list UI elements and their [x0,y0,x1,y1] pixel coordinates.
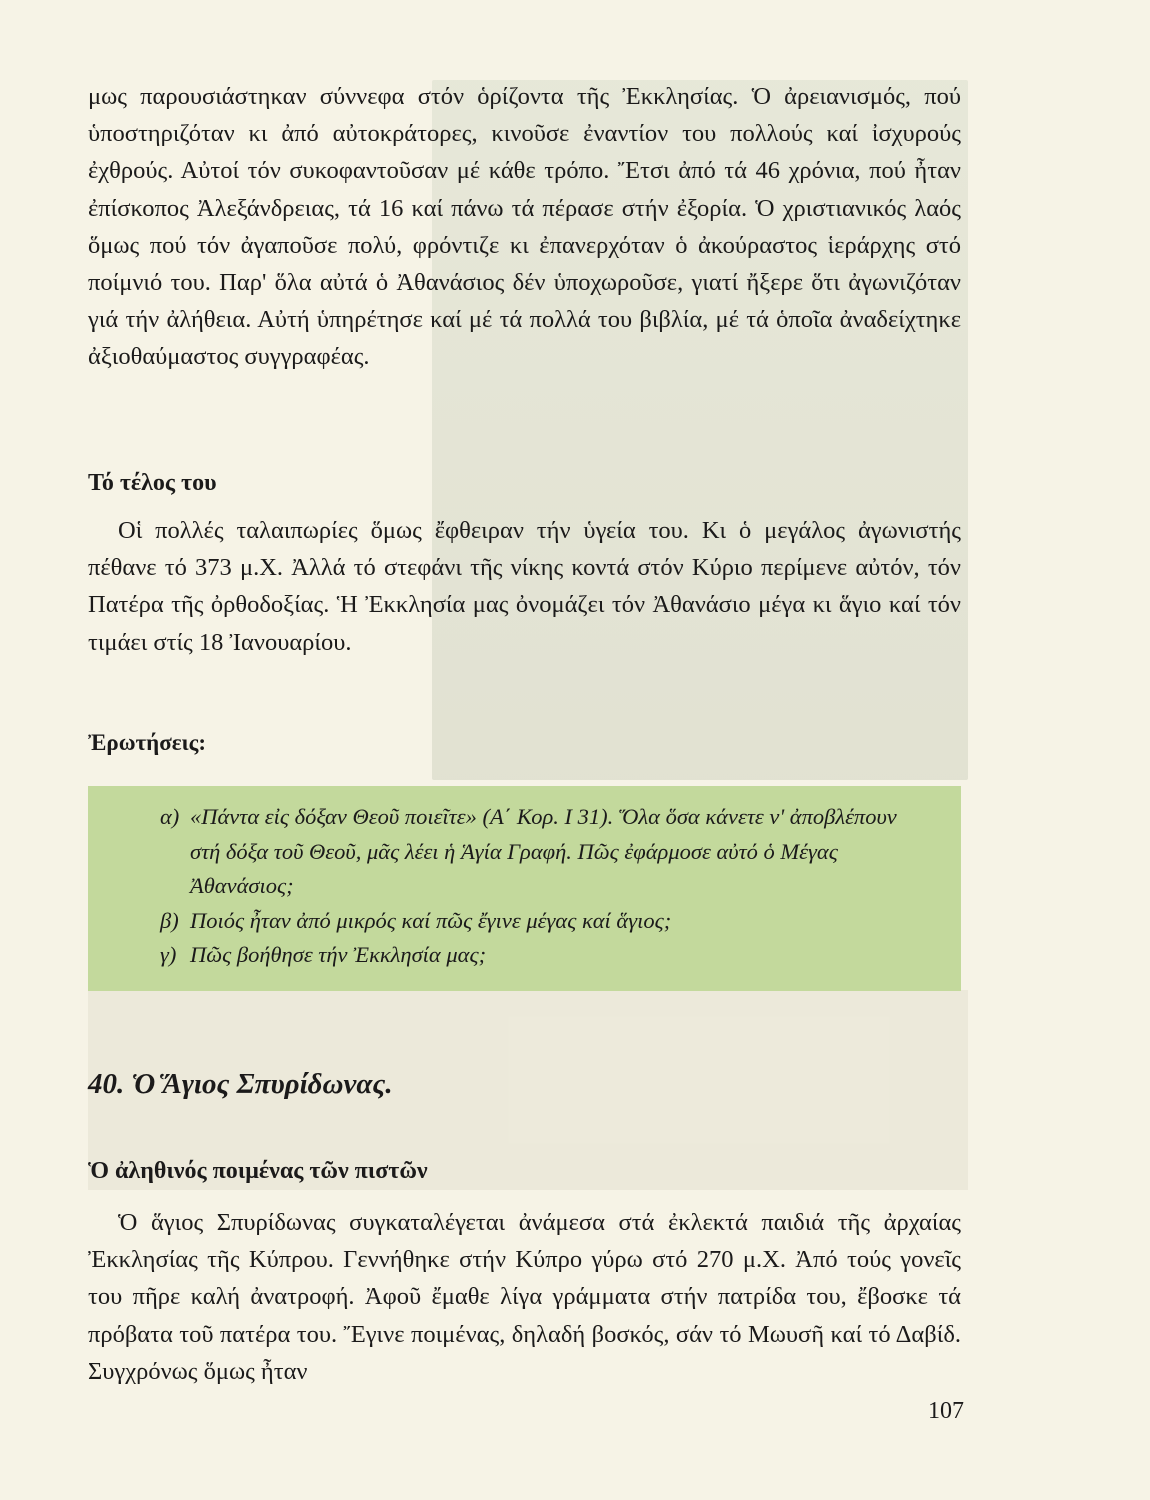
intro-paragraph: μως παρουσιάστηκαν σύννεφα στόν ὁρίζοντα τῆς Ἐκκλησίας. Ὁ ἀρειανισμός, πού ὑποστηριζόταν κι ἀπό αὐτοκράτορες, κινοῦσε ἐναντίον του πολλούς καί ἰσχυρούς ἐχθρούς. Αὐτοί τόν συκοφαντοῦσαν μέ κάθε τρόπο. Ἔτσι ἀπό τά 46 χρόνια, πού ἦταν ἐπίσκοπος Ἀλεξάνδρειας, τά 16 καί πάνω τά πέρασε στήν ἐξορία. Ὁ χριστιανικός λαός ὅμως πού τόν ἀγαποῦσε πολύ, φρόντιζε κι ἐπανερχόταν ὁ ἀκούραστος ἱεράρχης στό ποίμνιό του. Παρ' ὅλα αὐτά ὁ Ἀθανάσιος δέν ὑποχωροῦσε, γιατί ἤξερε ὅτι ἀγωνιζόταν γιά τήν ἀλήθεια. Αὐτή ὑπηρέτησε καί μέ τά πολλά του βιβλία, μέ τά ὁποῖα ἀναδείχτηκε ἀξιοθαύμαστος συγγραφέας. [88,83,961,371]
section-heading-end: Τό τέλος του [88,470,217,496]
question-marker: β) [160,907,179,933]
question-text: Πῶς βοήθησε τήν Ἐκκλησία μας; [190,942,487,967]
section-heading-shepherd: Ὁ ἀληθινός ποιμένας τῶν πιστῶν [88,1158,428,1184]
question-item [160,938,920,973]
question-text: Ποιός ἦταν ἀπό μικρός καί πῶς ἔγινε μέγας καί ἅγιος; [190,907,672,933]
question-marker: α) [160,804,180,829]
question-marker: γ) [160,942,177,967]
page-number: 107 [928,1398,964,1424]
section-shepherd-paragraph: Ὁ ἅγιος Σπυρίδωνας συγκαταλέγεται ἀνάμεσα στά ἐκλεκτά παιδιά τῆς ἀρχαίας Ἐκκλησίας τῆς Κύπρου. Γεννήθηκε στήν Κύπρο γύρω στό 270 μ.Χ. Ἀπό τούς γονεῖς του πῆρε καλή ἀνατροφή. Ἀφοῦ ἔμαθε λίγα γράμματα στήν πατρίδα του, ἔβοσκε τά πρόβατα τοῦ πατέρα του. Ἔγινε ποιμένας, δηλαδή βοσκός, σάν τό Μωυσῆ καί τό Δαβίδ. Συγχρόνως ὅμως ἦταν [88,1209,961,1385]
question-text: «Πάντα εἰς δόξαν Θεοῦ ποιεῖτε» (Α΄ Κορ. Ι 31). Ὅλα ὅσα κάνετε ν' ἀποβλέπουν στή δόξα τοῦ Θεοῦ, μᾶς λέει ἡ Ἁγία Γραφή. Πῶς ἐφάρμοσε αὐτό ὁ Μέγας Ἀθανάσιος; [190,804,897,898]
question-item [160,904,920,939]
question-item [160,800,920,904]
lesson-title: 40. Ὁ Ἅγιος Σπυρίδωνας. [88,1068,393,1100]
questions-heading: Ἐρωτήσεις: [88,730,207,755]
section-end-paragraph: Οἱ πολλές ταλαιπωρίες ὅμως ἔφθειραν τήν ὑγεία του. Κι ὁ μεγάλος ἀγωνιστής πέθανε τό 373 μ.Χ. Ἀλλά τό στεφάνι τῆς νίκης κοντά στόν Κύριο περίμενε αὐτόν, τόν Πατέρα τῆς ὀρθοδοξίας. Ἡ Ἐκκλησία μας ὀνομάζει τόν Ἀθανάσιο μέγα κι ἅγιο καί τόν τιμάει στίς 18 Ἰανουαρίου. [88,517,961,656]
questions-list [160,800,920,973]
